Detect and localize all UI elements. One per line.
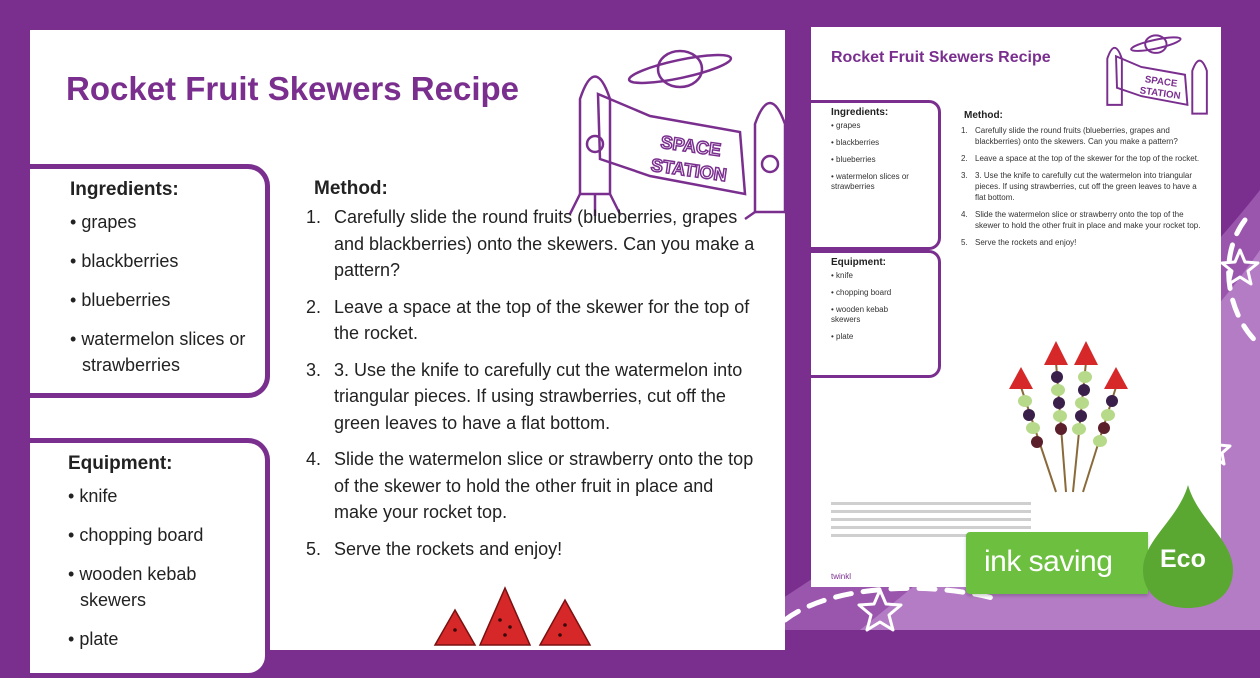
preview-method-step (961, 125, 1201, 147)
preview-equipment-item: • chopping board (831, 288, 911, 298)
equipment-item: • plate (68, 626, 208, 652)
ingredients-list (70, 209, 250, 391)
ingredients-heading: Ingredients: (70, 179, 179, 200)
preview-method-list (961, 125, 1201, 254)
equipment-box (30, 438, 270, 678)
preview-method-step (961, 153, 1201, 164)
emblem-line2: STATION (649, 154, 729, 186)
step-text: Leave a space at the top of the skewer for the top of the rocket. (334, 296, 750, 343)
ingredient-item: • blueberries (70, 287, 250, 313)
ingredient-item: • grapes (70, 209, 250, 235)
preview-emblem-line2: STATION (1138, 85, 1182, 102)
step-text: Serve the rockets and enjoy! (334, 538, 563, 559)
preview-step-number: 2. (961, 154, 968, 163)
preview-step-text: Slide the watermelon slice or strawberry onto the top of the skewer to hold the other fruit in place and make your rocket top. (975, 210, 1201, 230)
preview-step-text: Carefully slide the round fruits (blueberries, grapes and blackberries) onto the skewers. Can you make a pattern? (975, 126, 1178, 146)
method-step (306, 357, 756, 437)
preview-ingredients-heading: Ingredients: (831, 107, 889, 118)
equipment-item: • knife (68, 483, 208, 509)
step-text: 3. Use the knife to carefully cut the watermelon into triangular pieces. If using strawberries, cut off the green leaves to have a flat bottom. (334, 359, 743, 433)
preview-method-heading: Method: (964, 110, 1003, 121)
equipment-heading: Equipment: (68, 453, 173, 474)
preview-step-number: 3. (961, 171, 968, 180)
ingredient-item: • watermelon slices or strawberries (70, 326, 250, 378)
preview-fruit-skewers-illustration (1001, 327, 1141, 502)
preview-emblem-line1: SPACE (1144, 74, 1179, 90)
preview-equipment-box (811, 250, 941, 378)
preview-equipment-list (831, 271, 911, 349)
equipment-item: • chopping board (68, 522, 208, 548)
preview-step-number: 5. (961, 238, 968, 247)
equipment-list (68, 483, 208, 665)
preview-step-number: 1. (961, 126, 968, 135)
space-station-emblem (540, 44, 800, 224)
ingredient-item: • blackberries (70, 248, 250, 274)
preview-step-text: Leave a space at the top of the skewer for the top of the rocket. (975, 154, 1200, 163)
preview-space-station-emblem (1086, 32, 1216, 122)
preview-method-step (961, 237, 1201, 248)
preview-ingredient-item: • blackberries (831, 138, 931, 148)
preview-ingredient-item: • watermelon slices or strawberries (831, 172, 931, 192)
space-station-illustration (540, 44, 800, 219)
preview-equipment-item: • knife (831, 271, 911, 281)
ink-saving-label: ink saving (984, 545, 1113, 578)
method-step (306, 446, 756, 526)
method-step (306, 294, 756, 347)
watermelon-tops-illustration (425, 585, 625, 650)
ingredients-box (30, 164, 270, 398)
worksheet-main (30, 30, 785, 650)
preview-equipment-item: • wooden kebab skewers (831, 305, 911, 325)
step-text: Slide the watermelon slice or strawberry onto the top of the skewer to hold the other fruit in place and make your rocket top. (334, 449, 754, 522)
emblem-line1: SPACE (659, 131, 723, 161)
preview-method-step (961, 209, 1201, 231)
step-text: Carefully slide the round fruits (blueberries, grapes and blackberries) onto the skewers. Can you make a pattern? (334, 207, 755, 280)
preview-ingredients-list (831, 121, 931, 199)
preview-equipment-item: • plate (831, 332, 911, 342)
method-heading: Method: (314, 178, 388, 199)
preview-ingredients-box (811, 100, 941, 250)
step-number: 3. (306, 359, 322, 380)
preview-ingredient-item: • blueberries (831, 155, 931, 165)
preview-method-step (961, 170, 1201, 203)
step-number: 2. (306, 296, 322, 317)
preview-logo: twinkl (831, 572, 852, 581)
method-step (306, 536, 756, 563)
equipment-item: • wooden kebab skewers (68, 561, 208, 613)
method-list (306, 204, 756, 572)
step-number: 1. (306, 207, 322, 227)
preview-step-text: 3. Use the knife to carefully cut the watermelon into triangular pieces. If using strawberries, cut off the green leaves to have a flat bottom. (975, 171, 1197, 202)
eco-label: Eco (1160, 545, 1206, 573)
preview-step-text: Serve the rockets and enjoy! (975, 238, 1077, 247)
method-step (306, 204, 756, 284)
preview-ingredient-item: • grapes (831, 121, 931, 131)
step-number: 4. (306, 449, 322, 469)
ink-saving-badge (966, 532, 1148, 594)
preview-equipment-heading: Equipment: (831, 257, 886, 268)
worksheet-title: Rocket Fruit Skewers Recipe (66, 70, 520, 107)
preview-step-number: 4. (961, 210, 968, 219)
preview-title: Rocket Fruit Skewers Recipe (831, 49, 1051, 66)
step-number: 5. (306, 538, 322, 559)
